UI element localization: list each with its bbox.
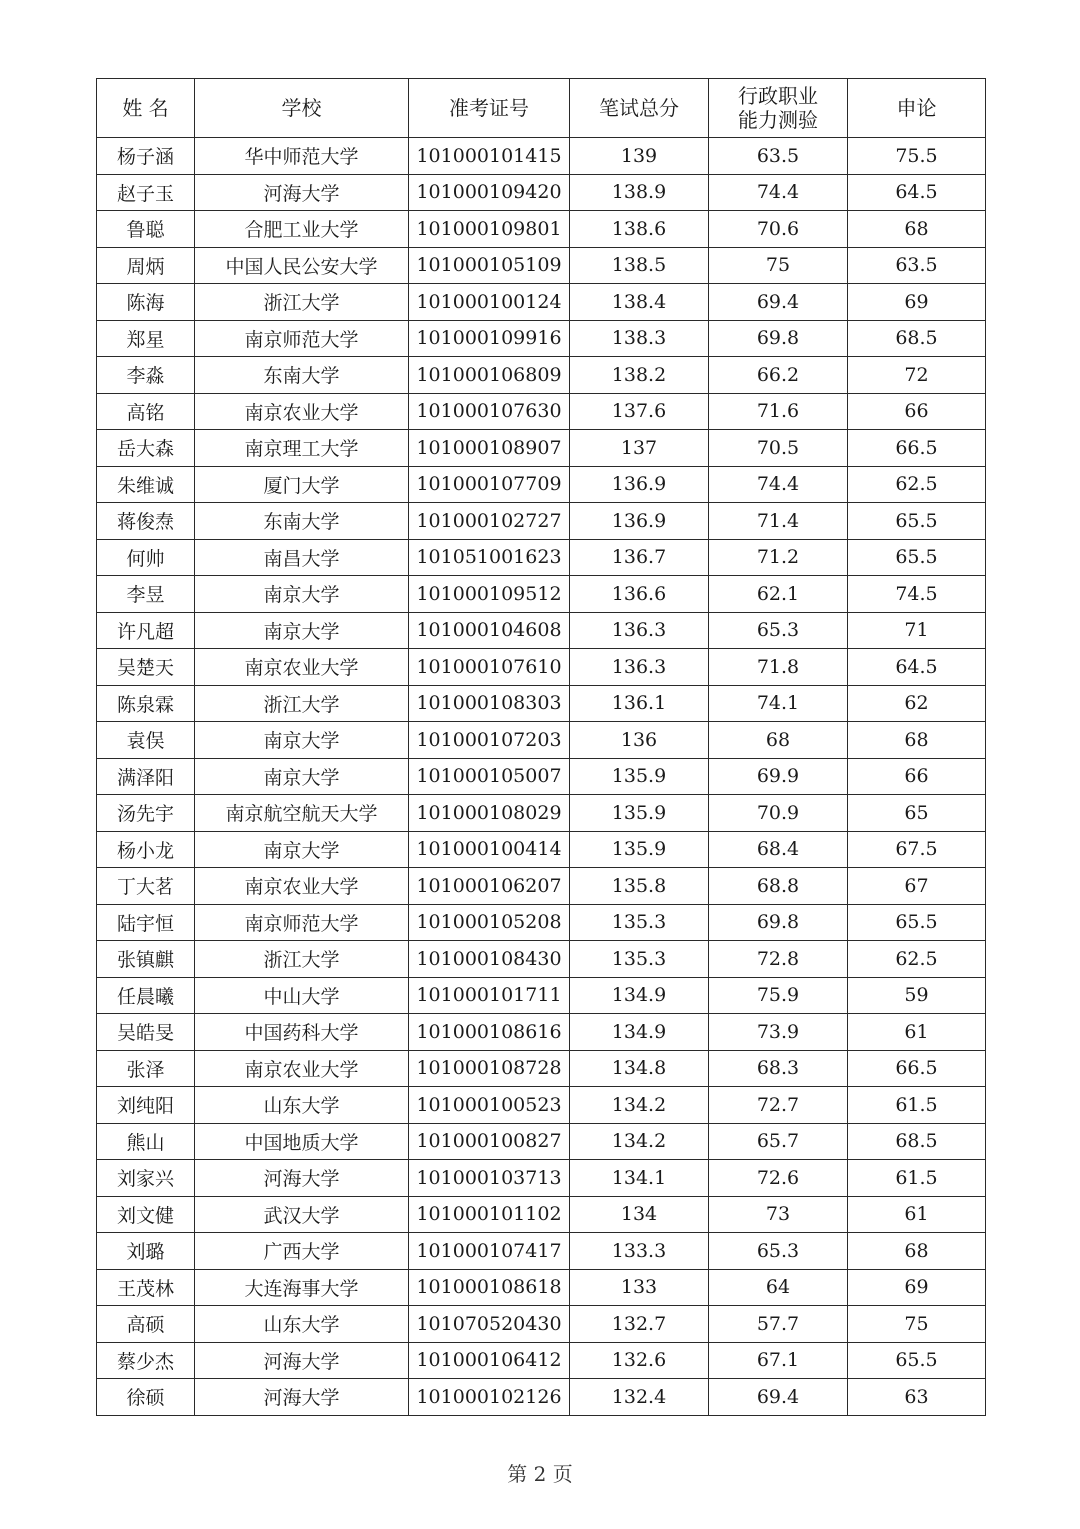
cell-total-score: 136.9 <box>570 466 709 503</box>
cell-aptitude-score: 69.9 <box>709 758 848 795</box>
cell-name: 刘家兴 <box>97 1160 195 1197</box>
cell-total-score: 133.3 <box>570 1233 709 1270</box>
cell-total-score: 136.7 <box>570 539 709 576</box>
table-row <box>97 284 986 321</box>
cell-aptitude-score: 73.9 <box>709 1014 848 1051</box>
cell-name: 朱维诚 <box>97 466 195 503</box>
cell-name: 袁俣 <box>97 722 195 759</box>
cell-school: 浙江大学 <box>195 284 409 321</box>
cell-school: 合肥工业大学 <box>195 211 409 248</box>
cell-name: 刘纯阳 <box>97 1087 195 1124</box>
cell-name: 何帅 <box>97 539 195 576</box>
cell-aptitude-score: 74.1 <box>709 685 848 722</box>
cell-exam-id: 101000106809 <box>409 357 570 394</box>
table-body <box>97 138 986 1416</box>
cell-name: 陆宇恒 <box>97 904 195 941</box>
cell-essay-score: 75.5 <box>848 138 986 175</box>
cell-exam-id: 101000103713 <box>409 1160 570 1197</box>
cell-school: 河海大学 <box>195 1160 409 1197</box>
cell-name: 李昱 <box>97 576 195 613</box>
cell-total-score: 138.2 <box>570 357 709 394</box>
cell-name: 陈泉霖 <box>97 685 195 722</box>
cell-name: 李淼 <box>97 357 195 394</box>
table-row <box>97 1342 986 1379</box>
cell-aptitude-score: 74.4 <box>709 174 848 211</box>
header-exam-id: 准考证号 <box>409 79 570 138</box>
cell-exam-id: 101000107417 <box>409 1233 570 1270</box>
cell-total-score: 132.6 <box>570 1342 709 1379</box>
cell-name: 高硕 <box>97 1306 195 1343</box>
header-school: 学校 <box>195 79 409 138</box>
cell-exam-id: 101000108303 <box>409 685 570 722</box>
cell-essay-score: 65 <box>848 795 986 832</box>
page-number: 第 2 页 <box>507 1462 573 1486</box>
cell-exam-id: 101000100523 <box>409 1087 570 1124</box>
header-name: 姓 名 <box>97 79 195 138</box>
cell-aptitude-score: 75.9 <box>709 977 848 1014</box>
cell-essay-score: 65.5 <box>848 503 986 540</box>
cell-name: 吴皓旻 <box>97 1014 195 1051</box>
cell-total-score: 135.9 <box>570 831 709 868</box>
cell-school: 中国人民公安大学 <box>195 247 409 284</box>
cell-exam-id: 101000108907 <box>409 430 570 467</box>
cell-total-score: 134.2 <box>570 1123 709 1160</box>
cell-aptitude-score: 62.1 <box>709 576 848 613</box>
cell-name: 徐硕 <box>97 1379 195 1416</box>
cell-total-score: 135.9 <box>570 758 709 795</box>
cell-aptitude-score: 65.7 <box>709 1123 848 1160</box>
cell-essay-score: 59 <box>848 977 986 1014</box>
cell-total-score: 135.8 <box>570 868 709 905</box>
cell-school: 南京农业大学 <box>195 1050 409 1087</box>
cell-essay-score: 61 <box>848 1014 986 1051</box>
cell-exam-id: 101000101102 <box>409 1196 570 1233</box>
cell-total-score: 138.6 <box>570 211 709 248</box>
cell-essay-score: 61.5 <box>848 1087 986 1124</box>
cell-school: 南京大学 <box>195 831 409 868</box>
cell-exam-id: 101000107610 <box>409 649 570 686</box>
cell-aptitude-score: 64 <box>709 1269 848 1306</box>
cell-name: 鲁聪 <box>97 211 195 248</box>
cell-aptitude-score: 70.6 <box>709 211 848 248</box>
cell-essay-score: 68 <box>848 722 986 759</box>
cell-name: 吴楚天 <box>97 649 195 686</box>
table-row <box>97 1123 986 1160</box>
cell-aptitude-score: 57.7 <box>709 1306 848 1343</box>
cell-school: 南京师范大学 <box>195 904 409 941</box>
cell-essay-score: 68.5 <box>848 1123 986 1160</box>
cell-school: 浙江大学 <box>195 941 409 978</box>
cell-name: 杨子涵 <box>97 138 195 175</box>
cell-exam-id: 101000106412 <box>409 1342 570 1379</box>
cell-essay-score: 62.5 <box>848 941 986 978</box>
cell-school: 中国地质大学 <box>195 1123 409 1160</box>
table-row <box>97 1379 986 1416</box>
table-row <box>97 430 986 467</box>
cell-name: 张泽 <box>97 1050 195 1087</box>
cell-total-score: 134.2 <box>570 1087 709 1124</box>
cell-essay-score: 62 <box>848 685 986 722</box>
cell-aptitude-score: 65.3 <box>709 1233 848 1270</box>
cell-school: 山东大学 <box>195 1306 409 1343</box>
table-row <box>97 539 986 576</box>
cell-school: 华中师范大学 <box>195 138 409 175</box>
cell-name: 许凡超 <box>97 612 195 649</box>
cell-name: 陈海 <box>97 284 195 321</box>
table-row <box>97 174 986 211</box>
cell-essay-score: 71 <box>848 612 986 649</box>
cell-school: 武汉大学 <box>195 1196 409 1233</box>
cell-name: 汤先宇 <box>97 795 195 832</box>
cell-exam-id: 101000108430 <box>409 941 570 978</box>
cell-total-score: 134.1 <box>570 1160 709 1197</box>
cell-name: 满泽阳 <box>97 758 195 795</box>
table-row <box>97 795 986 832</box>
table-row <box>97 211 986 248</box>
cell-exam-id: 101000107709 <box>409 466 570 503</box>
cell-exam-id: 101000101711 <box>409 977 570 1014</box>
cell-exam-id: 101000107203 <box>409 722 570 759</box>
table-row <box>97 503 986 540</box>
cell-name: 王茂林 <box>97 1269 195 1306</box>
cell-exam-id: 101000100414 <box>409 831 570 868</box>
cell-aptitude-score: 69.4 <box>709 1379 848 1416</box>
cell-total-score: 137.6 <box>570 393 709 430</box>
cell-essay-score: 65.5 <box>848 904 986 941</box>
cell-name: 熊山 <box>97 1123 195 1160</box>
cell-essay-score: 72 <box>848 357 986 394</box>
cell-exam-id: 101051001623 <box>409 539 570 576</box>
header-aptitude-score: 行政职业能力测验 <box>709 79 848 138</box>
table-row <box>97 758 986 795</box>
table-row <box>97 1196 986 1233</box>
cell-total-score: 135.9 <box>570 795 709 832</box>
table-row <box>97 1233 986 1270</box>
cell-exam-id: 101000107630 <box>409 393 570 430</box>
cell-essay-score: 67 <box>848 868 986 905</box>
table-row <box>97 868 986 905</box>
table-row <box>97 1014 986 1051</box>
cell-exam-id: 101000109420 <box>409 174 570 211</box>
cell-aptitude-score: 68.4 <box>709 831 848 868</box>
cell-total-score: 133 <box>570 1269 709 1306</box>
table-row <box>97 904 986 941</box>
header-total-score: 笔试总分 <box>570 79 709 138</box>
cell-aptitude-score: 68 <box>709 722 848 759</box>
cell-school: 南京农业大学 <box>195 393 409 430</box>
cell-aptitude-score: 66.2 <box>709 357 848 394</box>
cell-total-score: 136.6 <box>570 576 709 613</box>
cell-school: 南京大学 <box>195 576 409 613</box>
cell-exam-id: 101000109801 <box>409 211 570 248</box>
cell-school: 南昌大学 <box>195 539 409 576</box>
cell-school: 厦门大学 <box>195 466 409 503</box>
cell-school: 中山大学 <box>195 977 409 1014</box>
table-row <box>97 357 986 394</box>
table-row <box>97 320 986 357</box>
cell-aptitude-score: 74.4 <box>709 466 848 503</box>
cell-aptitude-score: 67.1 <box>709 1342 848 1379</box>
cell-aptitude-score: 68.8 <box>709 868 848 905</box>
cell-essay-score: 63.5 <box>848 247 986 284</box>
cell-school: 河海大学 <box>195 1342 409 1379</box>
cell-name: 蔡少杰 <box>97 1342 195 1379</box>
cell-total-score: 138.5 <box>570 247 709 284</box>
cell-total-score: 135.3 <box>570 941 709 978</box>
cell-exam-id: 101000100124 <box>409 284 570 321</box>
cell-total-score: 136 <box>570 722 709 759</box>
cell-essay-score: 69 <box>848 1269 986 1306</box>
cell-name: 丁大茗 <box>97 868 195 905</box>
cell-total-score: 135.3 <box>570 904 709 941</box>
cell-essay-score: 61.5 <box>848 1160 986 1197</box>
cell-total-score: 134.8 <box>570 1050 709 1087</box>
table-row <box>97 831 986 868</box>
table-row <box>97 612 986 649</box>
table-row <box>97 941 986 978</box>
cell-school: 南京师范大学 <box>195 320 409 357</box>
cell-exam-id: 101000101415 <box>409 138 570 175</box>
cell-exam-id: 101000105007 <box>409 758 570 795</box>
table-row <box>97 722 986 759</box>
cell-name: 赵子玉 <box>97 174 195 211</box>
cell-aptitude-score: 72.6 <box>709 1160 848 1197</box>
cell-school: 东南大学 <box>195 357 409 394</box>
cell-exam-id: 101070520430 <box>409 1306 570 1343</box>
cell-exam-id: 101000102727 <box>409 503 570 540</box>
cell-aptitude-score: 70.9 <box>709 795 848 832</box>
cell-school: 中国药科大学 <box>195 1014 409 1051</box>
cell-school: 河海大学 <box>195 1379 409 1416</box>
table-row <box>97 649 986 686</box>
cell-school: 南京理工大学 <box>195 430 409 467</box>
cell-essay-score: 69 <box>848 284 986 321</box>
table-row <box>97 1269 986 1306</box>
cell-total-score: 134 <box>570 1196 709 1233</box>
cell-aptitude-score: 71.4 <box>709 503 848 540</box>
cell-school: 南京大学 <box>195 722 409 759</box>
header-essay-score: 申论 <box>848 79 986 138</box>
cell-total-score: 136.3 <box>570 612 709 649</box>
cell-total-score: 136.3 <box>570 649 709 686</box>
cell-exam-id: 101000109916 <box>409 320 570 357</box>
table-row <box>97 977 986 1014</box>
cell-aptitude-score: 72.7 <box>709 1087 848 1124</box>
cell-essay-score: 66 <box>848 758 986 795</box>
table-row <box>97 1050 986 1087</box>
cell-essay-score: 65.5 <box>848 1342 986 1379</box>
cell-aptitude-score: 71.8 <box>709 649 848 686</box>
cell-essay-score: 62.5 <box>848 466 986 503</box>
cell-exam-id: 101000109512 <box>409 576 570 613</box>
cell-aptitude-score: 70.5 <box>709 430 848 467</box>
cell-school: 东南大学 <box>195 503 409 540</box>
cell-total-score: 139 <box>570 138 709 175</box>
cell-essay-score: 64.5 <box>848 649 986 686</box>
cell-essay-score: 68.5 <box>848 320 986 357</box>
cell-exam-id: 101000106207 <box>409 868 570 905</box>
cell-school: 广西大学 <box>195 1233 409 1270</box>
cell-aptitude-score: 75 <box>709 247 848 284</box>
cell-school: 南京大学 <box>195 612 409 649</box>
cell-aptitude-score: 69.8 <box>709 320 848 357</box>
table-row <box>97 1306 986 1343</box>
cell-total-score: 134.9 <box>570 1014 709 1051</box>
cell-school: 河海大学 <box>195 174 409 211</box>
cell-school: 浙江大学 <box>195 685 409 722</box>
cell-name: 张镇麒 <box>97 941 195 978</box>
table-row <box>97 1087 986 1124</box>
cell-total-score: 138.3 <box>570 320 709 357</box>
cell-exam-id: 101000102126 <box>409 1379 570 1416</box>
cell-essay-score: 66 <box>848 393 986 430</box>
table-row <box>97 138 986 175</box>
cell-name: 蒋俊焘 <box>97 503 195 540</box>
cell-exam-id: 101000108029 <box>409 795 570 832</box>
cell-school: 大连海事大学 <box>195 1269 409 1306</box>
cell-essay-score: 67.5 <box>848 831 986 868</box>
cell-total-score: 132.4 <box>570 1379 709 1416</box>
cell-total-score: 136.9 <box>570 503 709 540</box>
cell-name: 任晨曦 <box>97 977 195 1014</box>
cell-aptitude-score: 69.4 <box>709 284 848 321</box>
header-row <box>97 79 986 138</box>
table-row <box>97 393 986 430</box>
cell-exam-id: 101000104608 <box>409 612 570 649</box>
cell-exam-id: 101000100827 <box>409 1123 570 1160</box>
cell-school: 南京农业大学 <box>195 868 409 905</box>
cell-essay-score: 65.5 <box>848 539 986 576</box>
cell-name: 高铭 <box>97 393 195 430</box>
cell-aptitude-score: 69.8 <box>709 904 848 941</box>
cell-aptitude-score: 71.2 <box>709 539 848 576</box>
cell-total-score: 136.1 <box>570 685 709 722</box>
cell-name: 周炳 <box>97 247 195 284</box>
cell-essay-score: 74.5 <box>848 576 986 613</box>
table-row <box>97 1160 986 1197</box>
cell-essay-score: 68 <box>848 1233 986 1270</box>
cell-essay-score: 68 <box>848 211 986 248</box>
cell-essay-score: 75 <box>848 1306 986 1343</box>
cell-exam-id: 101000108618 <box>409 1269 570 1306</box>
cell-school: 南京航空航天大学 <box>195 795 409 832</box>
cell-exam-id: 101000108728 <box>409 1050 570 1087</box>
cell-name: 杨小龙 <box>97 831 195 868</box>
cell-essay-score: 64.5 <box>848 174 986 211</box>
table-row <box>97 466 986 503</box>
cell-name: 岳大森 <box>97 430 195 467</box>
table-row <box>97 685 986 722</box>
cell-total-score: 138.4 <box>570 284 709 321</box>
cell-aptitude-score: 71.6 <box>709 393 848 430</box>
cell-name: 刘文健 <box>97 1196 195 1233</box>
cell-school: 南京农业大学 <box>195 649 409 686</box>
cell-essay-score: 66.5 <box>848 430 986 467</box>
cell-essay-score: 63 <box>848 1379 986 1416</box>
cell-aptitude-score: 73 <box>709 1196 848 1233</box>
cell-total-score: 134.9 <box>570 977 709 1014</box>
cell-name: 刘璐 <box>97 1233 195 1270</box>
cell-exam-id: 101000105109 <box>409 247 570 284</box>
cell-essay-score: 61 <box>848 1196 986 1233</box>
score-table <box>96 78 986 1416</box>
cell-total-score: 138.9 <box>570 174 709 211</box>
cell-name: 郑星 <box>97 320 195 357</box>
cell-exam-id: 101000105208 <box>409 904 570 941</box>
cell-aptitude-score: 72.8 <box>709 941 848 978</box>
cell-aptitude-score: 63.5 <box>709 138 848 175</box>
cell-essay-score: 66.5 <box>848 1050 986 1087</box>
cell-school: 南京大学 <box>195 758 409 795</box>
cell-school: 山东大学 <box>195 1087 409 1124</box>
cell-exam-id: 101000108616 <box>409 1014 570 1051</box>
table-row <box>97 576 986 613</box>
cell-total-score: 137 <box>570 430 709 467</box>
cell-aptitude-score: 68.3 <box>709 1050 848 1087</box>
table-row <box>97 247 986 284</box>
cell-aptitude-score: 65.3 <box>709 612 848 649</box>
cell-total-score: 132.7 <box>570 1306 709 1343</box>
